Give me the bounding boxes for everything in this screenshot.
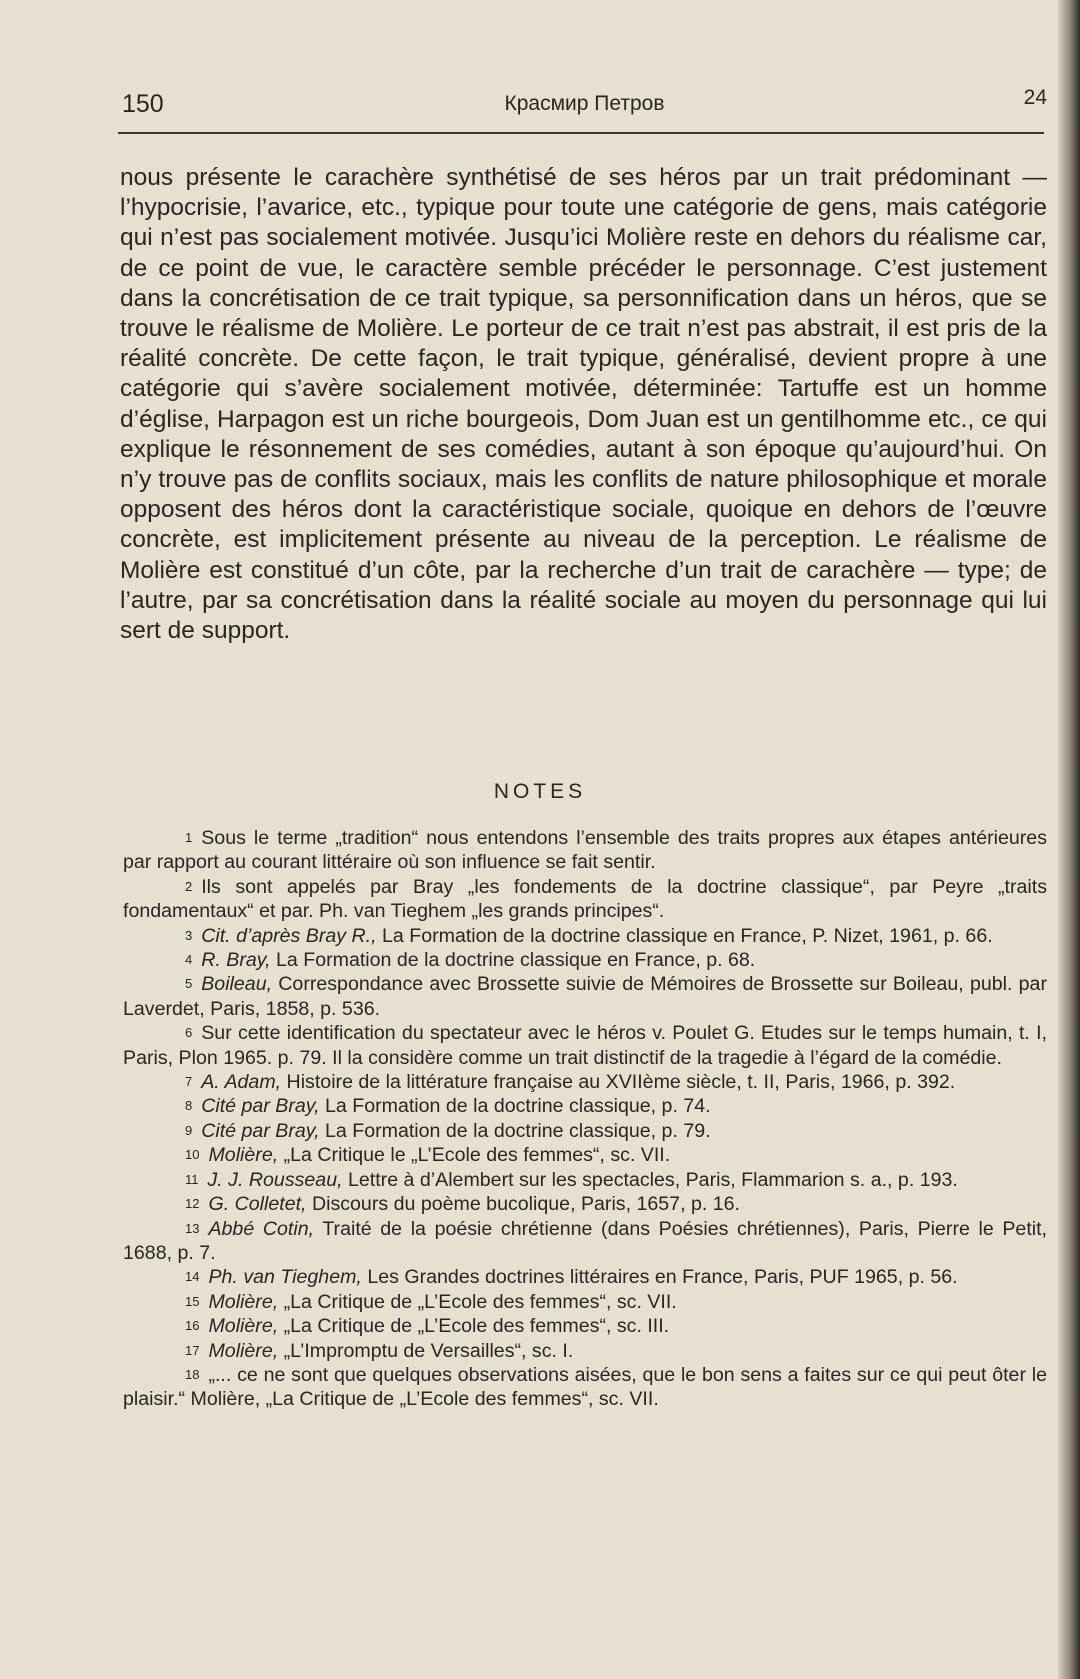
note-number: 12 xyxy=(185,1196,200,1212)
note-item xyxy=(123,1094,1047,1118)
note-number: 13 xyxy=(185,1220,200,1236)
note-item xyxy=(123,826,1047,875)
note-number: 10 xyxy=(185,1147,200,1163)
note-number: 9 xyxy=(185,1122,193,1138)
note-author: Molière, xyxy=(208,1144,279,1167)
note-text: La Formation de la doctrine classique en France, P. Nizet, 1961, p. 66. xyxy=(382,924,993,947)
note-text: Lettre à d’Alembert sur les spectacles, Paris, Flammarion s. a., p. 193. xyxy=(348,1168,958,1191)
note-number: 17 xyxy=(185,1342,200,1358)
note-number: 16 xyxy=(185,1318,200,1334)
note-author: Molière, xyxy=(208,1290,279,1313)
note-author: J. J. Rousseau, xyxy=(207,1168,343,1191)
note-text: La Formation de la doctrine classique, p. 79. xyxy=(325,1119,711,1142)
note-number: 15 xyxy=(185,1293,200,1309)
signature-mark: 24 xyxy=(1023,86,1047,109)
note-item xyxy=(123,1192,1047,1216)
note-author: G. Colletet, xyxy=(208,1193,307,1216)
note-author: Abbé Cotin, xyxy=(208,1217,315,1240)
note-number: 14 xyxy=(185,1269,200,1285)
note-item xyxy=(123,1217,1047,1266)
note-item xyxy=(123,1143,1047,1167)
note-text: „La Critique de „L’Ecole des femmes“, sc. III. xyxy=(283,1315,670,1338)
note-item xyxy=(123,948,1047,972)
note-number: 6 xyxy=(185,1025,193,1041)
note-item xyxy=(123,1290,1047,1314)
note-text: „La Critique le „L’Ecole des femmes“, sc. VII. xyxy=(283,1144,671,1167)
note-number: 11 xyxy=(185,1171,199,1187)
body-paragraph: nous présente le carachère synthétisé de ses héros par un trait prédominant — l’hypocrisie, l’avarice, etc., typique pour toute une catégorie de gens, mais catégorie qui n’est pas socialement motivée. Jusqu’ici Molière reste en dehors du réalisme car, de ce point de vue, le caractère semble précéder le personnage. C’est justement dans la concrétisation de ce trait typique, sa personnification dans un héros, que se trouve le réalisme de Molière. Le porteur de ce trait n’est pas abstrait, il est pris de la réalité concrète. De cette façon, le trait typique, généralisé, devient propre à une catégorie qui s’avère socialement motivée, déterminée: Tartuffe est un homme d’église, Harpagon est un riche bourgeois, Dom Juan est un gentilhomme etc., ce qui explique le résonnement de ses comédies, autant à son époque qu’aujourd’hui. On n’y trouve pas de conflits sociaux, mais les conflits de nature philosophique et morale opposent des héros dont la caractéristique sociale, quoique en dehors de l’œuvre concrète, est implicitement présente au niveau de la perception. Le réalisme de Molière est constitué d’un côte, par la recherche d’un trait de carachère — type; de l’autre, par sa concrétisation dans la réalité sociale au moyen du personnage qui lui sert de support. xyxy=(120,164,1047,645)
note-author: Ph. van Tieghem, xyxy=(208,1266,362,1289)
notes-list xyxy=(123,826,1047,1412)
note-text: „... ce ne sont que quelques observations aisées, que le bon sens a faites sur ce qui peut ôter le plaisir.“ Molière, „La Critique de „L’Ecole des femmes“, sc. VII. xyxy=(123,1363,1047,1411)
note-item xyxy=(123,1265,1047,1289)
note-item xyxy=(123,1021,1047,1070)
body-text xyxy=(120,163,1047,646)
header-rule xyxy=(118,132,1044,134)
note-item xyxy=(123,1119,1047,1143)
note-text: „La Critique de „L’Ecole des femmes“, sc. VII. xyxy=(283,1290,677,1313)
note-number: 1 xyxy=(185,830,193,845)
note-number: 18 xyxy=(185,1366,200,1382)
note-text: Discours du poème bucolique, Paris, 1657, p. 16. xyxy=(311,1193,740,1216)
note-text: La Formation de la doctrine classique en France, p. 68. xyxy=(276,949,756,972)
note-number: 5 xyxy=(185,976,193,992)
note-number: 4 xyxy=(185,952,193,968)
note-text: Ils sont appelés par Bray „les fondements de la doctrine classique“, par Peyre „traits fondamentaux“ et par. Ph. van Tieghem „les grands principes“. xyxy=(123,875,1047,923)
note-number: 8 xyxy=(185,1098,193,1114)
note-item xyxy=(123,875,1047,924)
note-author: Cit. d’après Bray R., xyxy=(201,924,377,947)
note-item xyxy=(123,1168,1047,1192)
note-author: Molière, xyxy=(208,1315,279,1338)
note-text: Les Grandes doctrines littéraires en France, Paris, PUF 1965, p. 56. xyxy=(367,1266,958,1289)
note-author: Boileau, xyxy=(201,973,273,996)
note-text: Traité de la poésie chrétienne (dans Poésies chrétiennes), Paris, Pierre le Petit, 1688, p. 7. xyxy=(123,1217,1048,1264)
note-item xyxy=(123,1314,1047,1338)
page-header xyxy=(122,86,1047,126)
note-text: Sous le terme „tradition“ nous entendons l’ensemble des traits propres aux étapes antérieures par rapport au courant littéraire où son influence se fait sentir. xyxy=(123,827,1047,874)
page-edge xyxy=(1058,0,1080,1679)
note-item xyxy=(123,1363,1047,1412)
note-text: „L’Impromptu de Versailles“, sc. I. xyxy=(283,1339,574,1362)
note-item xyxy=(123,972,1047,1021)
note-item xyxy=(123,1339,1047,1363)
note-text: Histoire de la littérature française au XVIIème siècle, t. II, Paris, 1966, p. 392. xyxy=(286,1071,956,1094)
note-number: 2 xyxy=(185,878,193,894)
note-author: Cité par Bray, xyxy=(201,1119,320,1142)
note-author: A. Adam, xyxy=(201,1071,282,1094)
note-number: 3 xyxy=(185,927,193,943)
note-item xyxy=(123,1070,1047,1094)
page-number: 150 xyxy=(122,90,164,118)
running-title: Красмир Петров xyxy=(504,92,665,115)
notes-heading: NOTES xyxy=(493,780,587,803)
note-author: R. Bray, xyxy=(201,949,271,972)
note-author: Molière, xyxy=(208,1339,279,1362)
note-text: Correspondance avec Brossette suivie de Mémoires de Brossette sur Boileau, publ. par Laverdet, Paris, 1858, p. 536. xyxy=(123,973,1047,1020)
note-item xyxy=(123,924,1047,948)
note-author: Cité par Bray, xyxy=(201,1095,320,1118)
note-number: 7 xyxy=(185,1074,193,1090)
note-text: La Formation de la doctrine classique, p. 74. xyxy=(325,1095,711,1118)
note-text: Sur cette identification du spectateur avec le héros v. Poulet G. Etudes sur le temps humain, t. I, Paris, Plon 1965. p. 79. Il la considère comme un trait distinctif de la tragedie à l’égard de la comédie. xyxy=(123,1022,1047,1069)
